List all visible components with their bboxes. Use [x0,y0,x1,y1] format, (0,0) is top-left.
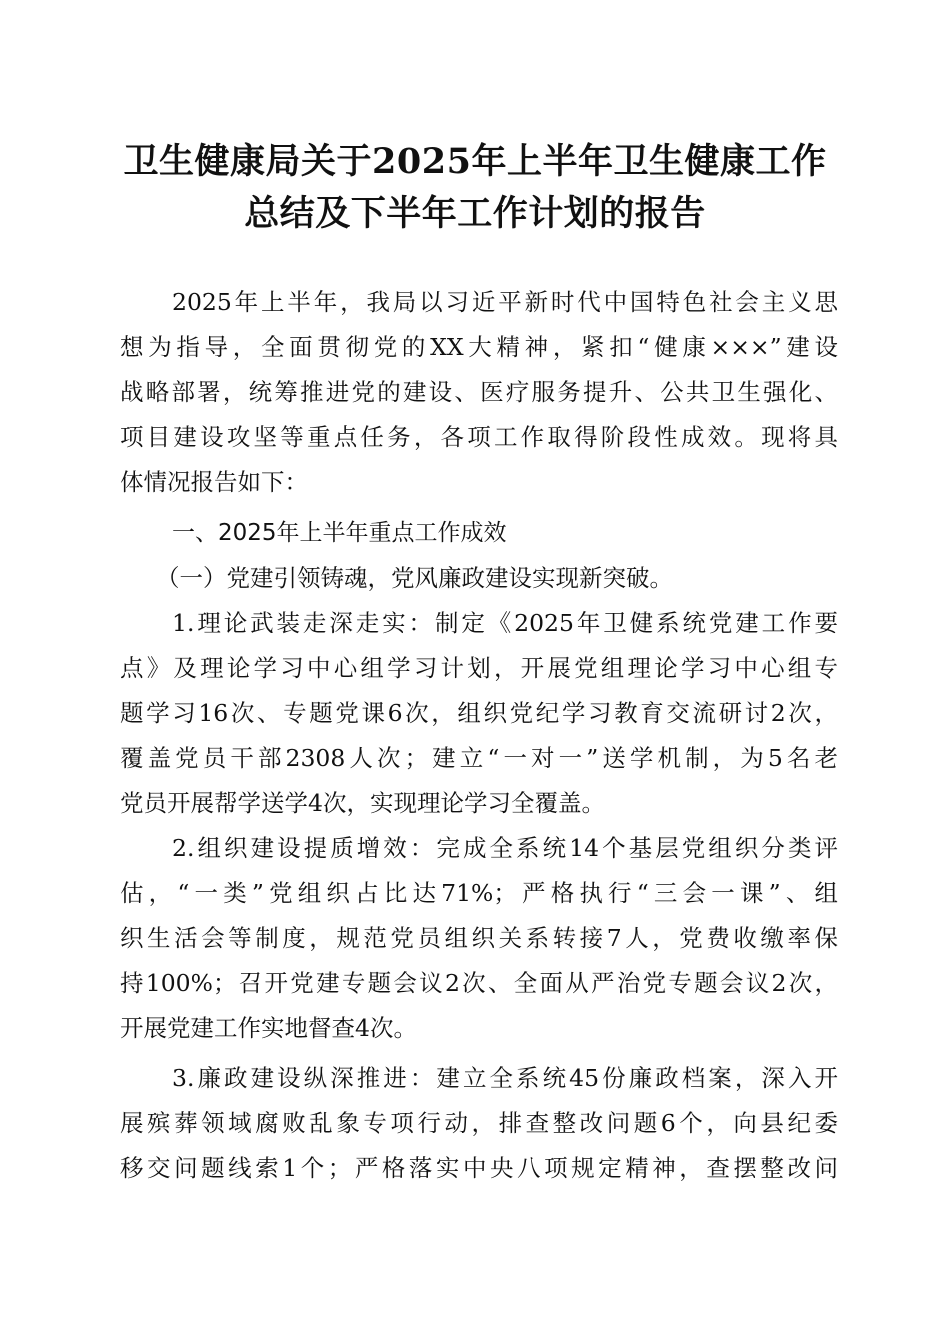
paragraph-line: 开展党建工作实地督查4次。 [120,1014,417,1042]
paragraph-line: 战略部署，统筹推进党的建设、医疗服务提升、公共卫生强化、 [120,378,838,406]
intro-paragraph [120,280,838,505]
paragraph-line: 估，“一类”党组织占比达71%；严格执行“三会一课”、组 [120,879,838,907]
paragraph-line: 3.廉政建设纵深推进：建立全系统45份廉政档案，深入开 [172,1064,838,1092]
paragraph-line: 2.组织建设提质增效：完成全系统14个基层党组织分类评 [172,834,838,862]
paragraph-line: 持100%；召开党建专题会议2次、全面从严治党专题会议2次， [120,969,838,997]
title-line-2: 总结及下半年工作计划的报告 [244,193,706,234]
item-2-paragraph [120,826,838,1051]
paragraph-line: 体情况报告如下： [120,468,308,496]
paragraph-line: 项目建设攻坚等重点任务，各项工作取得阶段性成效。现将具 [120,423,838,451]
paragraph-line: 展殡葬领域腐败乱象专项行动，排查整改问题6个，向县纪委 [120,1109,838,1137]
section-heading: 一、2025年上半年重点工作成效 [172,520,507,546]
paragraph-line: 党员开展帮学送学4次，实现理论学习全覆盖。 [120,789,605,817]
item-1-paragraph [120,601,838,826]
document-body [120,280,838,1191]
paragraph-line: 点》及理论学习中心组学习计划，开展党组理论学习中心组专 [120,654,838,682]
paragraph-line: 织生活会等制度，规范党员组织关系转接7人，党费收缴率保 [120,924,838,952]
paragraph-line: 2025年上半年，我局以习近平新时代中国特色社会主义思 [172,288,838,316]
document-title [110,136,840,240]
subsection-heading: （一）党建引领铸魂，党风廉政建设实现新突破。 [156,564,673,592]
paragraph-line: 1.理论武装走深走实：制定《2025年卫健系统党建工作要 [172,609,838,637]
title-line-1: 卫生健康局关于2025年上半年卫生健康工作 [123,141,827,182]
item-3-paragraph [120,1056,838,1191]
paragraph-line: 移交问题线索1个；严格落实中央八项规定精神，查摆整改问 [120,1154,838,1182]
paragraph-line: 想为指导，全面贯彻党的XX大精神，紧扣“健康×××”建设 [120,333,838,361]
paragraph-line: 覆盖党员干部2308人次；建立“一对一”送学机制，为5名老 [120,744,838,772]
paragraph-line: 题学习16次、专题党课6次，组织党纪学习教育交流研讨2次， [120,699,838,727]
